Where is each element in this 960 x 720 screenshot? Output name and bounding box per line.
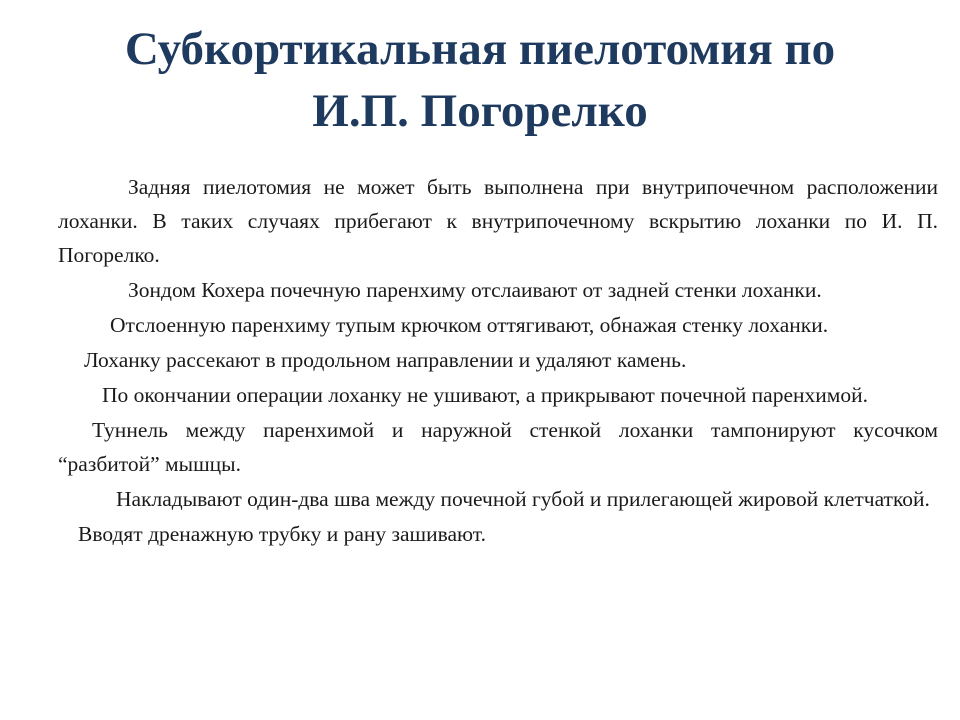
paragraph-kocher-probe: Зондом Кохера почечную паренхиму отслаивают от задней стенки лоханки.	[128, 278, 822, 302]
slide-body	[58, 170, 938, 552]
paragraph-sutures: Накладывают один-два шва между почечной губой и прилегающей жировой клетчаткой.	[116, 487, 930, 511]
paragraph-incise-pelvis: Лоханку рассекают в продольном направлении и удаляют камень.	[84, 348, 687, 372]
slide-title-line-1: Субкортикальная пиелотомия по	[124, 23, 836, 75]
paragraph-cover-pelvis: По окончании операции лоханку не ушивают, а прикрывают почечной паренхимой.	[102, 383, 869, 407]
slide-title	[40, 18, 920, 142]
paragraph-posterior-pyelotomy: Задняя пиелотомия не может быть выполнена при внутрипочечном расположении лоханки. В таких случаях прибегают к внутрипочечному вскрытию лоханки по И. П. Погорелко.	[58, 175, 938, 267]
paragraph-drainage: Вводят дренажную трубку и рану зашивают.	[78, 522, 486, 546]
slide-title-line-2: И.П. Погорелко	[312, 85, 648, 137]
paragraph-retract-parenchyma: Отслоенную паренхиму тупым крючком оттягивают, обнажая стенку лоханки.	[110, 313, 829, 337]
paragraph-tamponade-tunnel: Туннель между паренхимой и наружной стенкой лоханки тампонируют кусочком “разбитой” мышцы.	[58, 418, 938, 476]
